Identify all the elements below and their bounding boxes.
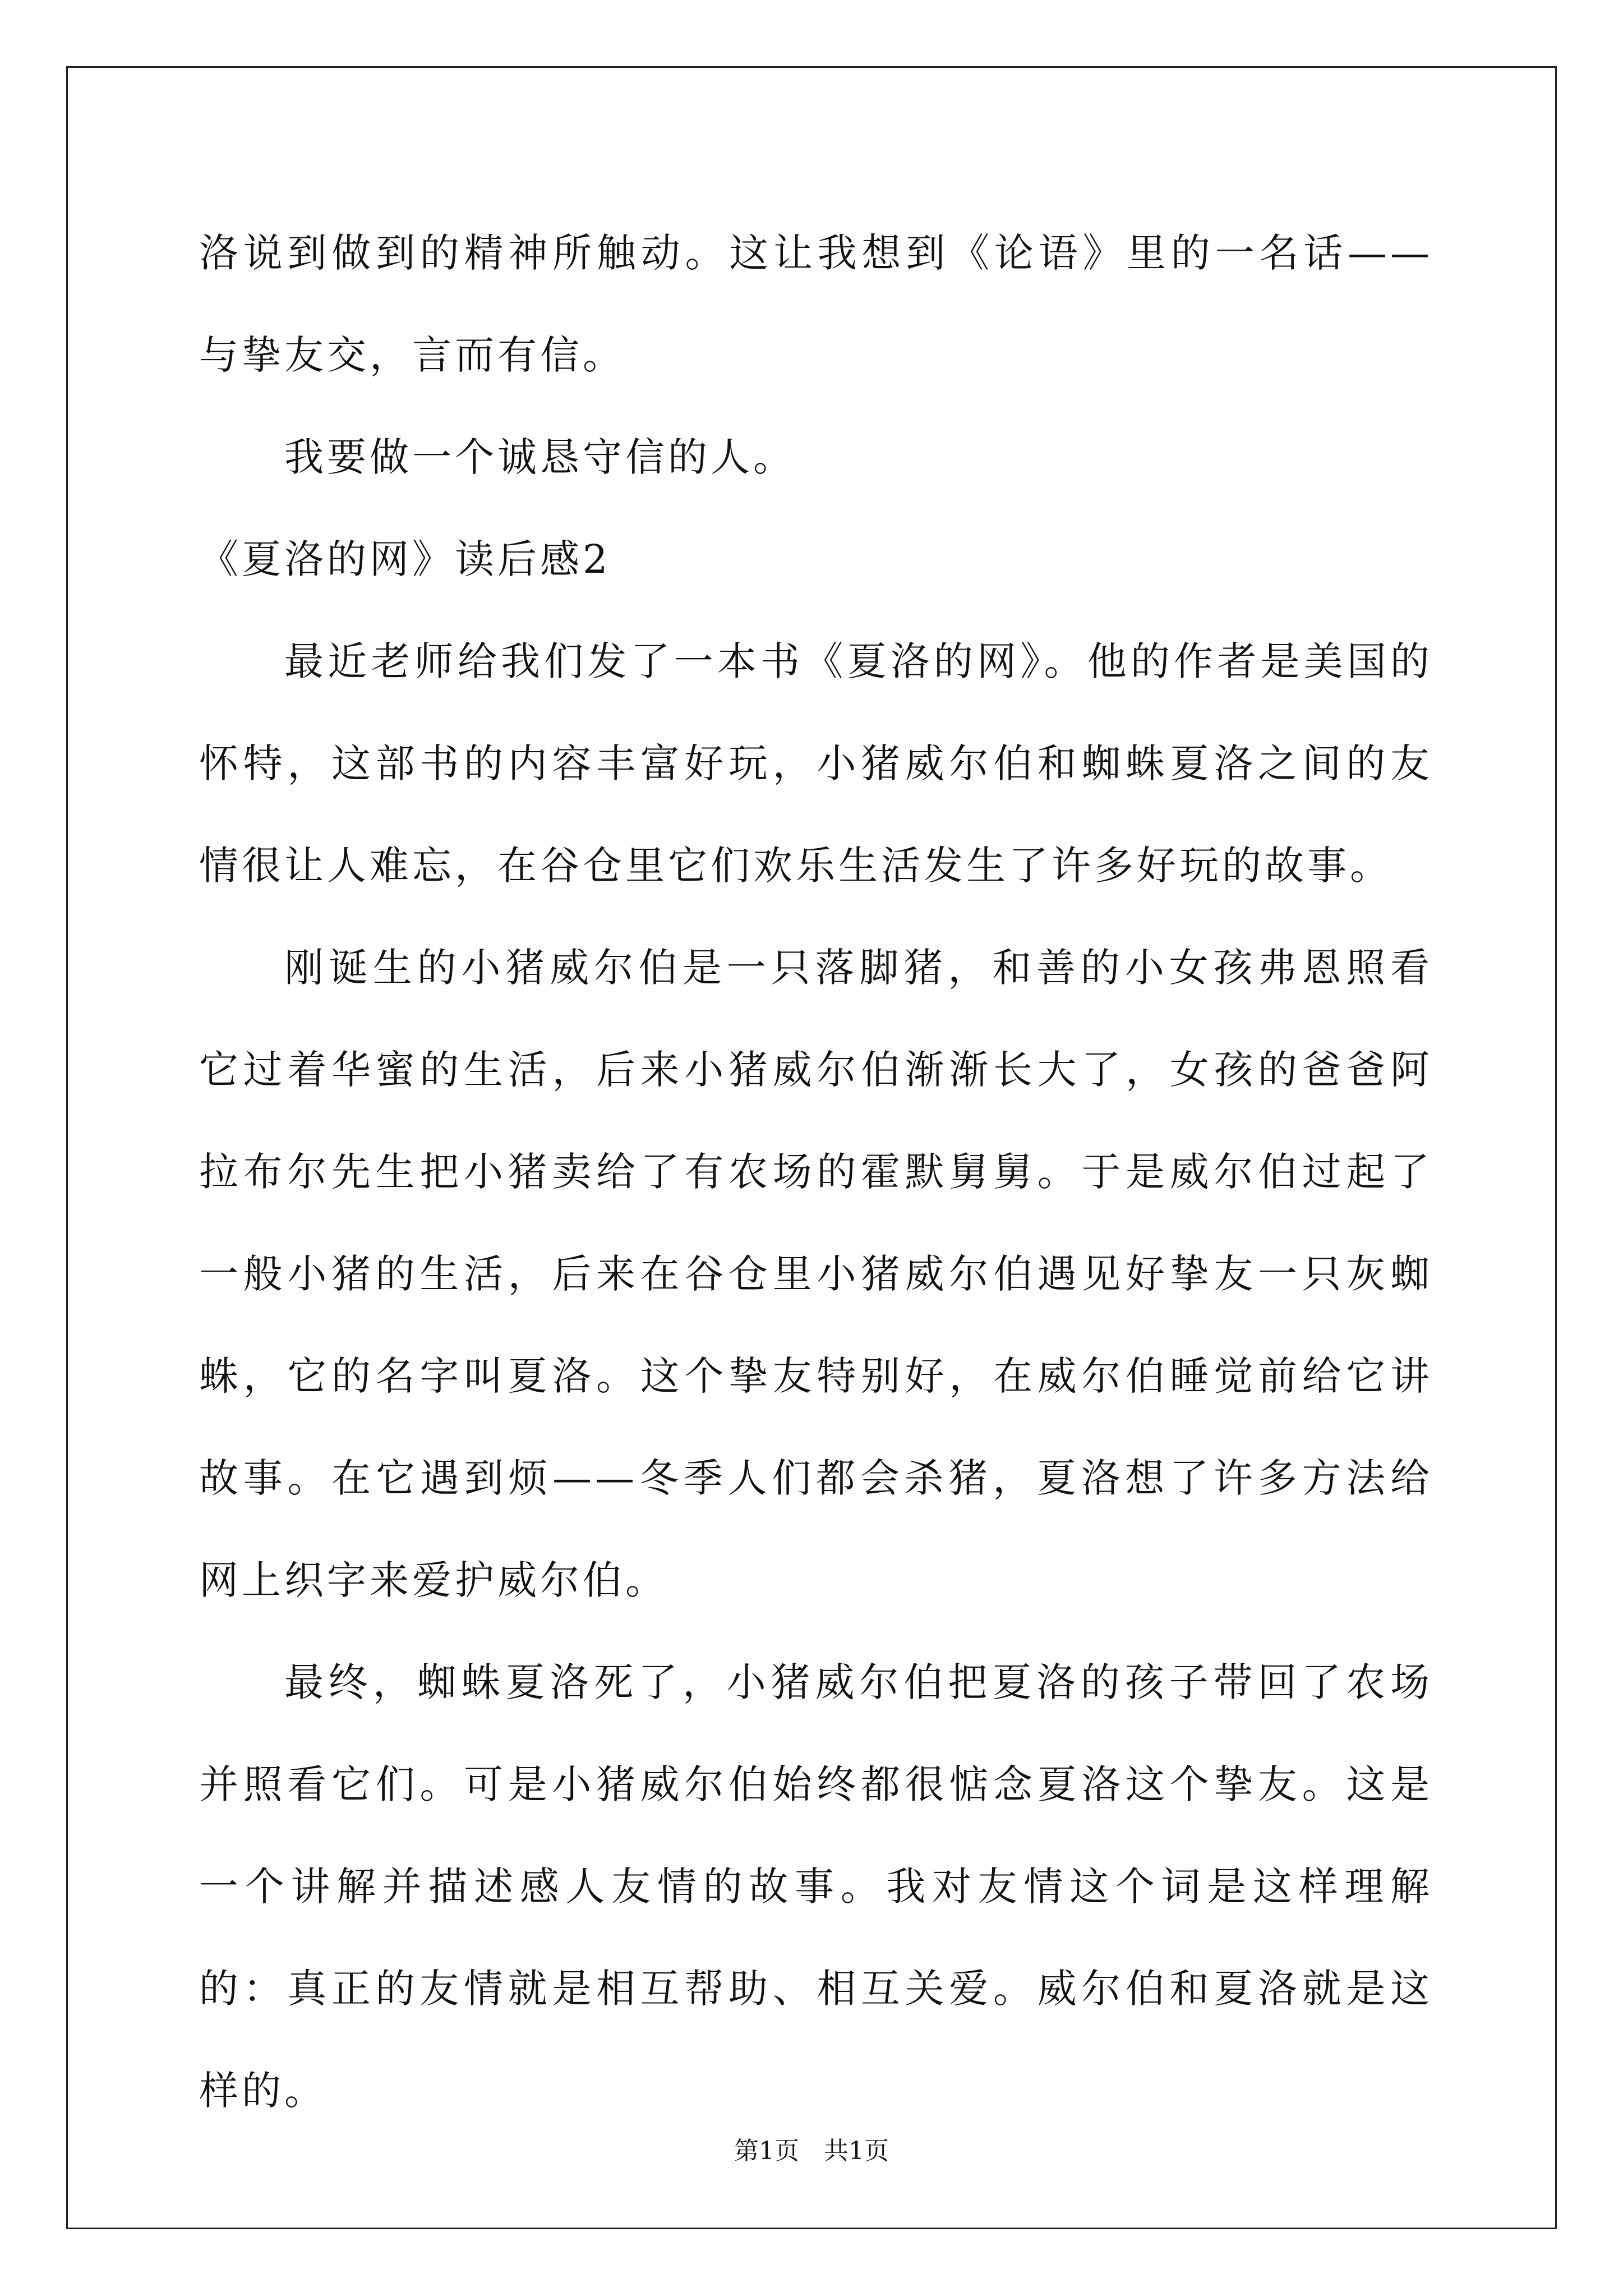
paragraph-story: 刚诞生的小猪威尔伯是一只落脚猪，和善的小女孩弗恩照看它过着华蜜的生活，后来小猪威尔伯渐渐长大了，女孩的爸爸阿拉布尔先生把小猪卖给了有农场的霍默舅舅。于是威尔伯过起了一般小猪的生活，后来在谷仓里小猪威尔伯遇见好挚友一只灰蜘蛛，它的名字叫夏洛。这个挚友特别好，在威尔伯睡觉前给它讲故事。在它遇到烦——冬季人们都会杀猪，夏洛想了许多方法给网上织字来爱护威尔伯。 <box>199 945 1433 1603</box>
page-number: 第1页 <box>734 2137 799 2165</box>
paragraph-continued: 洛说到做到的精神所触动。这让我想到《论语》里的一名话——与挚友交，言而有信。 <box>199 230 1433 378</box>
paragraph-intro: 最近老师给我们发了一本书《夏洛的网》。他的作者是美国的怀特，这部书的内容丰富好玩，小猪威尔伯和蜘蛛夏洛之间的友情很让人难忘，在谷仓里它们欢乐生活发生了许多好玩的故事。 <box>199 638 1433 889</box>
section-heading: 《夏洛的网》读后感2 <box>199 536 611 582</box>
paragraph-ending: 最终，蜘蛛夏洛死了，小猪威尔伯把夏洛的孩子带回了农场并照看它们。可是小猪威尔伯始终都很惦念夏洛这个挚友。这是一个讲解并描述感人友情的故事。我对友情这个词是这样理解的：真正的友情就是相互帮助、相互关爱。威尔伯和夏洛就是这样的。 <box>199 1659 1433 2114</box>
page-total: 共1页 <box>824 2137 889 2165</box>
page-footer <box>0 2131 1623 2166</box>
document-body <box>199 202 1433 2142</box>
paragraph-resolution: 我要做一个诚恳守信的人。 <box>284 434 796 480</box>
